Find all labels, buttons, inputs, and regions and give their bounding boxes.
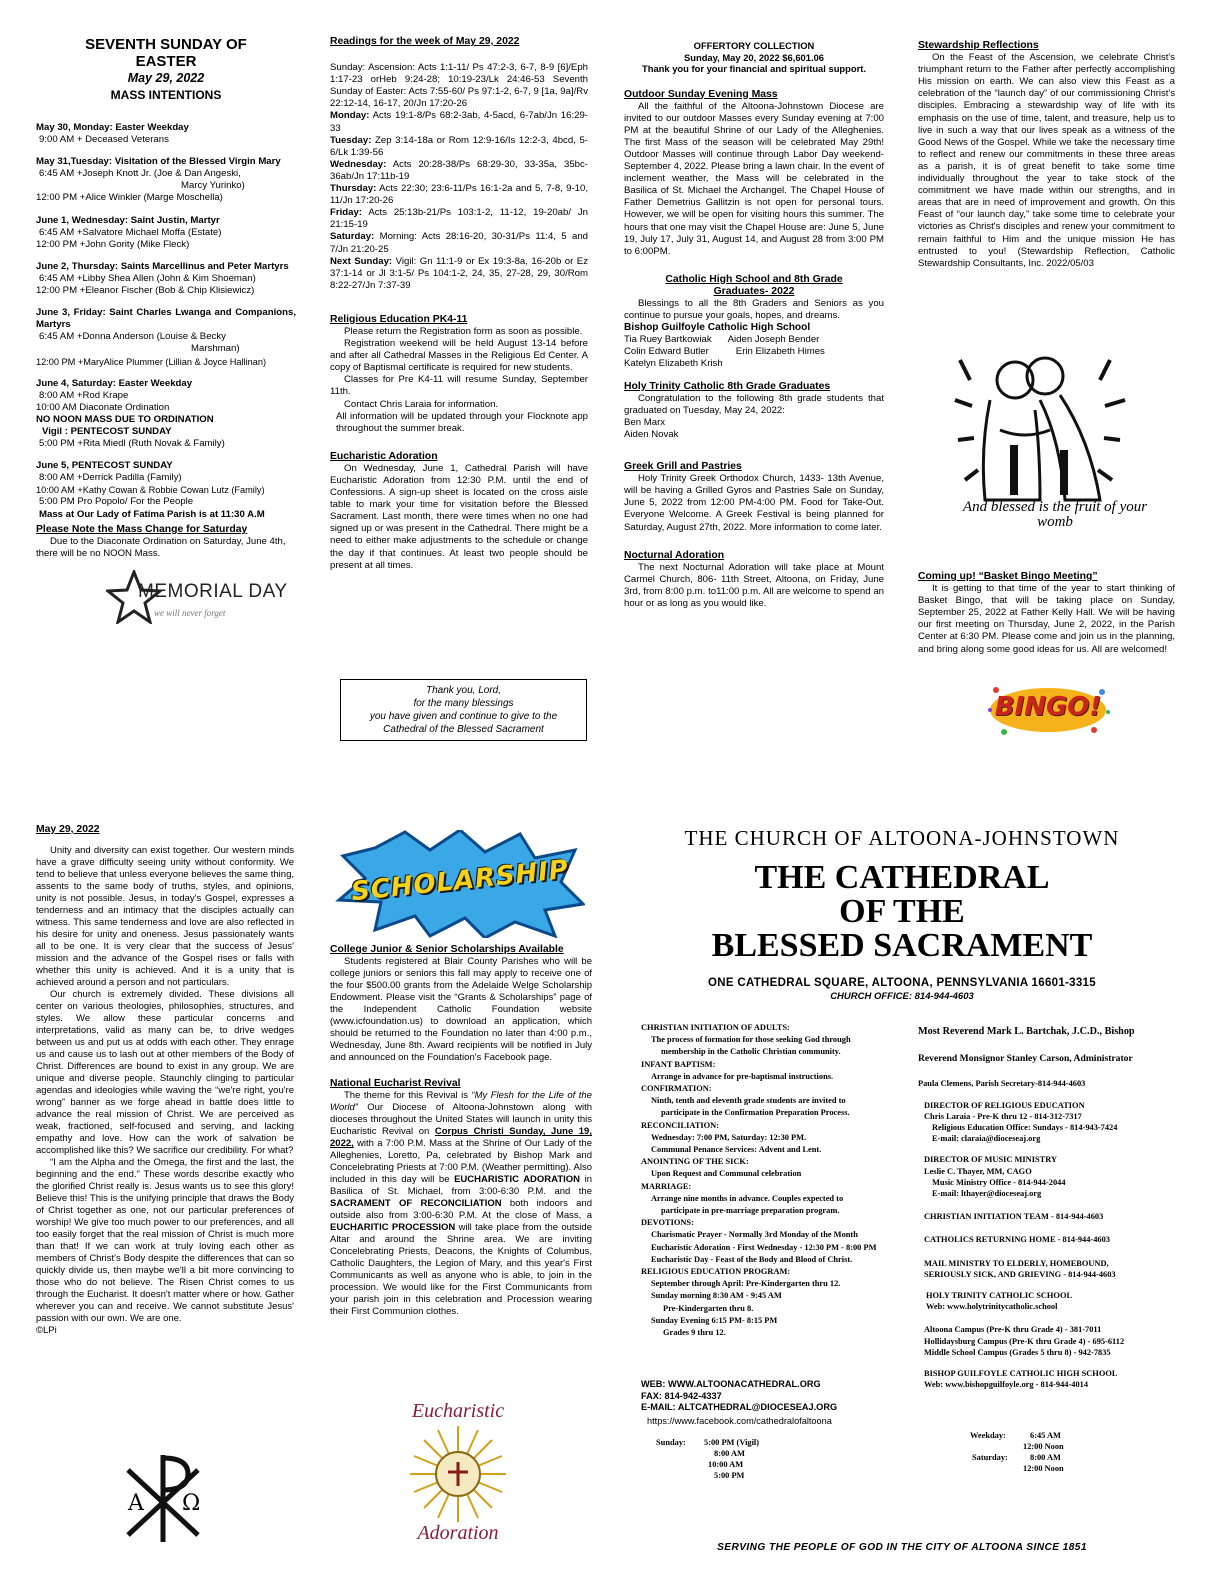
memorial-day-logo: MEMORIAL DAY we will never forget <box>36 570 296 630</box>
guilfoyle-heading: Bishop Guilfoyle Catholic High School <box>624 322 811 334</box>
weekday-mass-times: Weekday: 6:45 AM 12:00 Noon Saturday: 8:00 AM 12:00 Noon <box>970 1431 1064 1473</box>
svg-text:Ω: Ω <box>182 1491 201 1516</box>
reflection-column: May 29, 2022 Unity and diversity can exist together. Our western minds have a grave difficulty seeing unity without conformity. We tend to believe that unless everyone believes the same thing, assents to the same body of truths, styles, and opinions, unity is not possible. Jesus, in today's Gospel, expresses a tenderness and an intimacy that the disciples actually can witness. This same tenderness and love are also reflected in his desire for unity and oneness. Jesus passionately wants all to be one. It is very clear that the success of Jesus' mission and the advance of the Gospel rises or falls with whether this unity is achieved. And it is a unity that is achieved around a person and not particulars. Our church is extremely divided. These divisions all center on various theologies, philosophies, structures, and styles. We allow these particular concerns and interpretations, valid as many can be, to drive wedges between us and put us at odds with each other. They enrage us and cause us to lash out at other members of the Body of Christ. Differences are bound to exist in any group. We are unique and diverse people. Staunchly clinging to particular agendas and ideologies while waving the “we're right, you're wrong” banner as we forge ahead in battle does little to advance the real mission of Christ. We are perceived as weak, fractioned, self-focused and serving, and lacking empathy and love. How can the work of salvation be accomplished like this? We sacrifice our credibility. For what? “I am the Alpha and the Omega, the first and the last, the beginning and the end.” These words describe exactly who the glorified Christ really is. Jesus wants us to see this glory! Believe this! This is the unifying principle that draws the Body of Christ together as one, not our particular preferences of worship! We give too much power to our preferences, and all too easily forget that the real mission of Christ is much more than that! If we can work at truly loving each other as members of Christ's Body despite the differences that can so quickly divide us, then maybe we'll a bit more convincing to those who do not believe. The Risen Christ comes to us through the Eucharist. It doesn't matter where or how. Gather wherever you can and receive. We cannot substitute Jesus' passion with our own. We are one. ©LPi <box>36 824 294 1336</box>
holy-trinity-web-link[interactable]: Web: www.holytrinitycatholic.school <box>926 1302 1058 1312</box>
fax-number: FAX: 814-942-4337 <box>641 1390 722 1401</box>
monstrance-icon <box>388 1424 528 1524</box>
visitation-illustration <box>940 340 1170 540</box>
greek-grill-heading: Greek Grill and Pastries <box>624 461 742 473</box>
scholarship-logo: SCHOLARSHIP <box>335 830 585 938</box>
intention-entry: June 5, PENTECOST SUNDAY 8:00 AM +Derrick Padilla (Family) 10:00 AM +Kathy Cowan & Robbie Cowan Lutz (Family) 5:00 PM Pro Popolo/ For the People Mass at Our Lady of Fatima Parish is at 11:30 A.M <box>36 460 265 520</box>
cathedral-title: THE CATHEDRAL OF THE BLESSED SACRAMENT <box>711 859 1093 964</box>
intention-entry: June 3, Friday: Saint Charles Lwanga and Companions, Martyrs 6:45 AM +Donna Anderson (Louise & Becky Marshman) 12:00 PM +MaryAlice Plummer (Lillian & Joyce Hallinan) <box>36 307 296 367</box>
scholarship-column: College Junior & Senior Scholarships Available Students registered at Blair County Parishes who will be college juniors or seniors this fall may apply to receive one of the four $500.00 grants from the Adelaide Welge Scholarship Endowment. Please visit the “Grants & Scholarships” page of the Independent Catholic Foundation website (www.icfoundation.us) to download an application, which should be returned to the Foundation no later than 4:00 p.m., Wednesday, June 8th. Award recipients will be notified in July and announced on the Foundation's Facebook page. National Eucharist Revival The theme for this Revival is “My Flesh for the Life of the World” Our Diocese of Altoona-Johnstown along with dioceses throughout the United States will launch in unity this Eucharistic Revival on Corpus Christi Sunday, June 19, 2022, with a 7:00 P.M. Mass at the Shrine of Our Lady of the Alleghenies, Loretto, Pa, celebrated by Bishop Mark and Concelebrating Priests at 7:00 P.M. (Weather permitting). Also included in this day will be EUCHARISTIC ADORATION in Basilica of St. Michael, from 3:00-6:30 P.M. and the SACRAMENT OF RECONCILIATION both indoors and outside also from 3:00-6:30 P.M. At the close of Mass, a EUCHARITIC PROCESSION will take place from the outside Altar and around the Shrine area. We are inviting Concelebrating Priests, Deacons, the Knights of Columbus, Catholic Daughters, the Legion of Mary, and this year's First Communicants as well as anyone who is able, to join in the procession. We would like for the First Communicants from your parish join in this celebration and Procession wearing their First Communion clothes. <box>330 944 592 1317</box>
bingo-logo: BINGO! <box>984 680 1112 740</box>
staff-directory: Most Reverend Mark L. Bartchak, J.C.D., Bishop Reverend Monsignor Stanley Carson, Administrator Paula Clemens, Parish Secretary-814-944-4603 DIRECTOR OF RELIGIOUS EDUCATION Chris Laraia - Pre-K thru 12 - 814-312-7317 Religious Education Office: Sundays - 814-943-7424 E-mail: claraia@dioceseaj.org DIRECTOR OF MUSIC MINISTRY Leslie C. Thayer, MM, CAGO Music Ministry Office - 814-944-2044 E-mail: lthayer@dioceseaj.org CHRISTIAN INITIATION TEAM - 814-944-4603 CATHOLICS RETURNING HOME - 814-944-4603 MAIL MINISTRY TO ELDERLY, HOMEBOUND, SERIOUSLY SICK, AND GRIEVING - 814-944-4603 HOLY TRINITY CATHOLIC SCHOOL Web: www.holytrinitycatholic.school Altoona Campus (Pre-K thru Grade 4) - 381-7011 Hollidaysburg Campus (Pre-K thru Grade 4) - 695-6112 Middle School Campus (Grades 5 thru 8) - 942-7835 BISHOP GUILFOYLE CATHOLIC HIGH SCHOOL Web: www.bishopguilfoyle.org - 814-944-4014 <box>918 1026 1188 1390</box>
offertory-column: OFFERTORY COLLECTION Sunday, May 20, 2022 $6,601.06 Thank you for your financial and spiritual support. Outdoor Sunday Evening Mass All the faithful of the Altoona-Johnstown Diocese are invited to our outdoor Masses every Sunday evening at 7:00 PM at the beautiful Shrine of our Lady of the Alleghenies. The first Mass of the season will be celebrated May 29th! Outdoor Masses will continue through Labor Day weekend- September 4, 2022. Please bring a lawn chair. In the event of inclement weather, the Mass will be celebrated in the Basilica of St. Michael the Archangel. The Chapel House of Father Demetrius Gallitzin is not open for personal tours. However, we will be open for visiting hours this summer. The hours that one may visit the Chapel House are: June 5, June 19, July 17, July 31, August 14, and August 28 from 3:00 PM to 6:00PM. Catholic High School and 8th Grade Graduates- 2022 Blessings to all the 8th Graders and Seniors as you continue to pursue your goals, hopes, and dreams. Bishop Guilfoyle Catholic High School Tia Ruey Bartkowiak Aiden Joseph Bender Colin Edward Butler Erin Elizabeth Himes Katelyn Elizabeth Krish Holy Trinity Catholic 8th Grade Graduates Congratulation to the following 8th grade students that graduated on Tuesday, May 24, 2022: Ben Marx Aiden Novak Greek Grill and Pastries Holy Trinity Greek Orthodox Church, 1433- 13th Avenue, will be having a Grilled Gyros and Pastries Sale on Sunday, June 5, 2022 from 12:00 PM-4:00 PM. Food for Take-Out. Everyone Welcome. A Greek Festival is being planned for Saturday, August 27th, 2022. More information to come later. Nocturnal Adoration The next Nocturnal Adoration will take place at Mount Carmel Church, 806- 11th Street, Altoona, on Friday, June 3rd, from 8:00 p.m. to11:00 p.m. All are welcome to spend an hour or as long as you would like. <box>624 40 884 609</box>
stewardship-heading: Stewardship Reflections <box>918 40 1039 51</box>
holy-trinity-heading: Holy Trinity Catholic 8th Grade Graduates <box>624 380 831 392</box>
email-link[interactable]: E-MAIL: ALTCATHEDRAL@DIOCESEAJ.ORG <box>641 1402 838 1412</box>
contact-web <box>641 1379 901 1427</box>
reading-day: Monday: Acts 19:1-8/Ps 68:2-3ab, 4-5acd, 6-7ab/Jn 16:29-33 <box>330 110 588 134</box>
sacraments-list: CHRISTIAN INITIATION OF ADULTS: The process of formation for those seeking God through membership in the Catholic Christian community. INFANT BAPTISM: Arrange in advance for pre-baptismal instructions. CONFIRMATION: Ninth, tenth and eleventh grade students are invited to participate in the Confirmation Preparation Process. RECONCILIATION: Wednesday: 7:00 PM, Saturday: 12:30 PM. Communal Penance Services: Advent and Lent. ANOINTING OF THE SICK: Upon Request and Communal celebration MARRIAGE: Arrange nine months in advance. Couples expected to participate in pre-marriage preparation program. DEVOTIONS: Charismatic Prayer - Normally 3rd Monday of the Month Eucharistic Adoration - First Wednesday - 12:30 PM - 8:00 PM Eucharistic Day - Feast of the Body and Blood of Christ. RELIGIOUS EDUCATION PROGRAM: September through April: Pre-Kindergarten thru 12. Sunday morning 8:30 AM - 9:45 AM Pre-Kindergarten thru 8. Sunday Evening 6:15 PM- 8:15 PM Grades 9 thru 12. <box>641 1023 877 1338</box>
reading-day: Friday: Acts 25:13b-21/Ps 103:1-2, 11-12, 19-20ab/ Jn 21:15-19 <box>330 207 588 231</box>
reading-day: Thursday: Acts 22:30; 23:6-11/Ps 16:1-2a and 5, 7-8, 9-10, 11/Jn 17:20-26 <box>330 183 588 207</box>
facebook-link[interactable]: https://www.facebook.com/cathedralofaltoona <box>647 1415 832 1426</box>
visitation-drawing-icon <box>940 340 1170 510</box>
mass-change-heading: Please Note the Mass Change for Saturday <box>36 523 248 535</box>
chi-rho-symbol <box>118 1450 208 1545</box>
visitation-caption: And blessed is the fruit of your womb <box>962 499 1148 530</box>
offertory-block: OFFERTORY COLLECTION Sunday, May 20, 2022 $6,601.06 Thank you for your financial and spiritual support. <box>642 40 866 74</box>
eucharistic-adoration-heading: Eucharistic Adoration <box>330 450 438 462</box>
mass-intentions-column <box>36 36 296 630</box>
graduates-heading: Catholic High School and 8th Grade Graduates- 2022 <box>665 273 843 297</box>
reading-day: Next Sunday: Vigil: Gn 11:1-9 or Ex 19:3-8a, 16-20b or Ez 37:1-14 or Jl 3:1-5/ Ps 104:1-2, 24, 35, 27-28, 29, 30/Rom 8:22-27/Jn 7:37-39 <box>330 255 588 291</box>
address: ONE CATHEDRAL SQUARE, ALTOONA, PENNSYLVANIA 16601-3315 <box>708 977 1096 989</box>
website-link[interactable]: WEB: WWW.ALTOONACATHEDRAL.ORG <box>641 1379 821 1389</box>
graduate-names: Tia Ruey Bartkowiak Aiden Joseph Bender <box>624 334 820 346</box>
readings-heading: Readings for the week of May 29, 2022 <box>330 36 520 47</box>
reading-sunday: Sunday: Ascension: Acts 1:1-11/ Ps 47:2-3, 6-7, 8-9 [6]/Eph 1:17-23 orHeb 9:24-28; 10:19-23/Lk 24:46-53 Seventh Sunday of Easter: Acts 7:55-60/ Ps 97:1-2, 6-7, 9 [1a, 9a]/Rv 22:12-14, 16-17, 20/Jn 17:20-26 <box>330 62 588 110</box>
chi-rho-icon <box>118 1450 208 1545</box>
footer-tagline: SERVING THE PEOPLE OF GOD IN THE CITY OF ALTOONA SINCE 1851 <box>717 1542 1087 1553</box>
intention-entry: June 2, Thursday: Saints Marcellinus and Peter Martyrs 6:45 AM +Libby Shea Allen (John & Kim Shoeman) 12:00 PM +Eleanor Fischer (Bob & Chip Klisiewicz) <box>36 260 289 297</box>
reading-day: Saturday: Morning: Acts 28:16-20, 30-31/Ps 11:4, 5 and 7/Jn 21:20-25 <box>330 231 588 255</box>
svg-text:Α: Α <box>128 1491 144 1516</box>
reading-day: Wednesday: Acts 20:28-38/Ps 68:29-30, 33-35a, 35bc-36ab/Jn 17:11b-19 <box>330 158 588 182</box>
reflection-date: May 29, 2022 <box>36 824 100 835</box>
col1-date: May 29, 2022 <box>127 71 205 85</box>
intention-entry: May 30, Monday: Easter Weekday 9:00 AM + Deceased Veterans <box>36 122 189 146</box>
diocese-name: THE CHURCH OF ALTOONA-JOHNSTOWN <box>684 826 1120 850</box>
intention-entry: June 1, Wednesday: Saint Justin, Martyr 6:45 AM +Salvatore Michael Moffa (Estate) 12:00 PM +John Gority (Mike Fleck) <box>36 214 222 250</box>
eucharistic-adoration-logo: Eucharistic Adoration <box>388 1400 528 1550</box>
religious-ed-heading: Religious Education PK4-11 <box>330 313 468 325</box>
bishop-guilfoyle-web-link[interactable]: Web: www.bishopguilfoyle.org - 814-944-4014 <box>924 1380 1089 1390</box>
stewardship-column: Stewardship Reflections On the Feast of the Ascension, we celebrate Christ's triumphant return to the Father after perfectly accomplishing His mission on earth. We can also view this Feast as a celebration of the “launch day” of our commissioning Christ's disciples. Embracing a stewardship way of life with its emphasis on the use of time, talent, and treasure, help us to live in such a way that our lives speak as a witness of the Good News of the Gospel. While we take the necessary time to reflect and renew our commitments in these three areas as a parish, it is of great benefit to take some time individually throughout the year to take stock of the commitment we have made within our strengths, and in areas that are in need of improvement and growth. On this Feast of “our launch day,” take some time to celebrate your victories as Christ's disciples and renew your commitment to remain faithful to Him and the unique mission He has entrusted to you! (Stewardship Reflection, Catholic Stewardship Consultants, Inc. 2022/05/03 <box>918 40 1175 269</box>
basket-bingo-block: Coming up! “Basket Bingo Meeting” It is getting to that time of the year to start thinking of Basket Bingo, that will be taking place on Sunday, September 25, 2022 at Father Kelly Hall. We will be having our first meeting on Thursday, June 2, 2022, in the Parish Center at 6:30 PM. Please come and join us in the planning, and bring along some good ideas for us. All are welcomed! <box>918 571 1175 655</box>
graduate-names: Colin Edward Butler Erin Elizabeth Himes <box>624 346 825 358</box>
eucharist-revival-heading: National Eucharist Revival <box>330 1078 461 1089</box>
office-phone: CHURCH OFFICE: 814-944-4603 <box>830 991 974 1002</box>
col1-title: SEVENTH SUNDAY OF EASTER <box>85 36 247 70</box>
reading-day: Tuesday: Zep 3:14-18a or Rom 12:9-16/Is 12:2-3, 4bcd, 5-6/Lk 1:39-56 <box>330 134 588 158</box>
masthead <box>612 826 1192 1002</box>
mass-change-body: Due to the Diaconate Ordination on Saturday, June 4th, there will be no NOON Mass. <box>36 535 286 559</box>
eucharist-revival-body: The theme for this Revival is “My Flesh for the Life of the World” Our Diocese of Altoona-Johnstown along with dioceses throughout the United States will launch in unity this Eucharistic Revival on Corpus Christi Sunday, June 19, 2022, with a 7:00 P.M. Mass at the Shrine of Our Lady of the Alleghenies, Loretto, Pa, celebrated by Bishop Mark and Concelebrating Priests at 7:00 P.M. (Weather permitting). Also included in this day will be EUCHARISTIC ADORATION in Basilica of St. Michael, from 3:00-6:30 P.M. and the SACRAMENT OF RECONCILIATION both indoors and outside also from 3:00-6:30 P.M. At the close of Mass, a EUCHARITIC PROCESSION will take place from the outside Altar and around the Shrine area. We are inviting Concelebrating Priests, Deacons, the Knights of Columbus, Catholic Daughters, the Legion of Mary, and this year's First Communicants as well as anyone who is able, to join in the procession. We would like for the First Communicants from your parish join in this celebration and Procession wearing their First Communion clothes. <box>330 1090 592 1317</box>
scholarship-heading: College Junior & Senior Scholarships Available <box>330 944 564 955</box>
col1-subtitle: MASS INTENTIONS <box>110 88 222 102</box>
readings-column: Readings for the week of May 29, 2022 Sunday: Ascension: Acts 1:1-11/ Ps 47:2-3, 6-7, 8-9 [6]/Eph 1:17-23 orHeb 9:24-28; 10:19-23/Lk 24:46-53 Seventh Sunday of Easter: Acts 7:55-60/ Ps 97:1-2, 6-7, 9 [1a, 9a]/Rv 22:12-14, 16-17, 20/Jn 17:20-26 Monday: Acts 19:1-8/Ps 68:2-3ab, 4-5acd, 6-7ab/Jn 16:29-33 Tuesday: Zep 3:14-18a or Rom 12:9-16/Is 12:2-3, 4bcd, 5-6/Lk 1:39-56 Wednesday: Acts 20:28-38/Ps 68:29-30, 33-35a, 35bc-36ab/Jn 17:11b-19 Thursday: Acts 22:30; 23:6-11/Ps 16:1-2a and 5, 7-8, 9-10, 11/Jn 17:20-26 Friday: Acts 25:13b-21/Ps 103:1-2, 11-12, 19-20ab/ Jn 21:15-19 Saturday: Morning: Acts 28:16-20, 30-31/Ps 11:4, 5 and 7/Jn 21:20-25 Next Sunday: Vigil: Gn 11:1-9 or Ex 19:3-8a, 16-20b or Ez 37:1-14 or Jl 3:1-5/ Ps 104:1-2, 24, 35, 27-28, 29, 30/Rom 8:22-27/Jn 7:37-39 Religious Education PK4-11 Please return the Registration form as soon as possible. Registration weekend will be held August 13-14 before and after all Cathedral Masses in the Religious Ed Center. A copy of Baptismal certificate is required for new students. Classes for Pre K4-11 will resume Sunday, September 11th. Contact Chris Laraia for information. All information will be updated through your Flocknote app throughout the summer break. Eucharistic Adoration On Wednesday, June 1, Cathedral Parish will have Eucharistic Adoration from 12:30 P.M. until the end of Confessions. A sign-up sheet is located on the cross aisle table to mark your time for visitation before the Blessed Sacrament. Last month, there were times when no one had signed up or was present in the Cathedral. There might be a need to either make adjustments to the schedule or change the day if that continues. At least two people should be present at all times. <box>330 36 588 571</box>
outdoor-mass-heading: Outdoor Sunday Evening Mass <box>624 88 778 100</box>
basket-bingo-heading: Coming up! “Basket Bingo Meeting” <box>918 571 1098 582</box>
thank-you-box: Thank you, Lord, for the many blessings you have given and continue to give to the Cathedral of the Blessed Sacrament <box>340 679 587 741</box>
nocturnal-adoration-heading: Nocturnal Adoration <box>624 549 725 561</box>
intention-entry: June 4, Saturday: Easter Weekday 8:00 AM +Rod Krape 10:00 AM Diaconate Ordination NO NOON MASS DUE TO ORDINATION Vigil : PENTECOST SUNDAY 5:00 PM +Rita Miedl (Ruth Novak & Family) <box>36 377 225 450</box>
intention-entry: May 31,Tuesday: Visitation of the Blessed Virgin Mary 6:45 AM +Joseph Knott Jr. (Joe & Dan Angeski, Marcy Yurinko) 12:00 PM +Alice Winkler (Marge Moschella) <box>36 156 281 204</box>
